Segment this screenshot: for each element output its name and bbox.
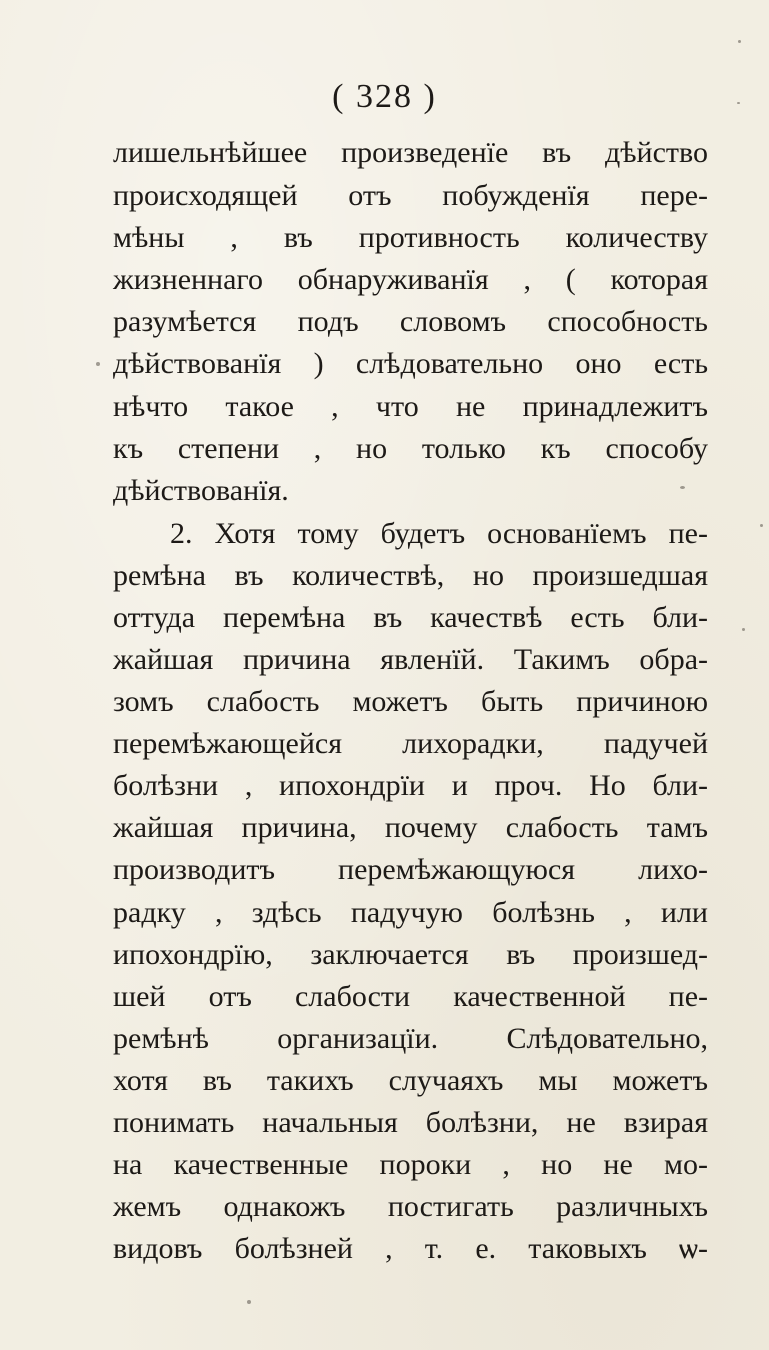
text-line: къ степени , но только къ способу [113,432,708,465]
text-line: хотя въ такихъ случаяхъ мы можетъ [113,1064,708,1097]
text-line: 2. Хотя тому будетъ основанїемъ пе- [170,517,708,550]
text-line: видовъ болѣзней , т. е. таковыхъ ѡ- [113,1232,708,1265]
paper-speck [680,486,685,489]
text-line: шей отъ слабости качественной пе- [113,980,708,1013]
text-line: ремѣна въ количествѣ, но произшедшая [113,559,708,592]
paper-speck [96,362,100,366]
text-line: радку , здѣсь падучую болѣзнь , или [113,896,708,929]
paper-speck [737,102,740,104]
text-line: ипохондрїю, заключается въ произшед- [113,938,708,971]
paper-speck [247,1300,251,1304]
text-line: нѣчто такое , что не принадлежитъ [113,390,708,423]
text-line: производитъ перемѣжающуюся лихо- [113,853,708,886]
text-line: жайшая причина явленїй. Такимъ обра- [113,643,708,676]
text-line: дѣйствованїя. [113,474,289,507]
text-line: оттуда перемѣна въ качествѣ есть бли- [113,601,708,634]
paper-speck [738,40,741,43]
text-line: перемѣжающейся лихорадки, падучей [113,727,708,760]
paper-speck [742,628,745,631]
text-line: на качественные пороки , но не мо- [113,1148,708,1181]
text-line: происходящей отъ побужденїя пере- [113,179,708,212]
page-number: ( 328 ) [332,78,437,115]
text-line: жайшая причина, почему слабость тамъ [113,811,708,844]
text-line: понимать начальныя болѣзни, не взирая [113,1106,708,1139]
text-line: дѣйствованїя ) слѣдовательно оно есть [113,347,708,380]
text-line: ремѣнѣ организацїи. Слѣдовательно, [113,1022,708,1055]
text-line: разумѣется подъ словомъ способность [113,305,708,338]
paper-speck [760,524,763,527]
text-line: жизненнаго обнаруживанїя , ( которая [113,263,708,296]
text-line: лишельнѣйшее произведенїе въ дѣйство [113,136,708,169]
text-line: мѣны , въ противность количеству [113,221,708,254]
text-line: жемъ однакожъ постигать различныхъ [113,1190,708,1223]
text-line: болѣзни , ипохондрїи и проч. Но бли- [113,769,708,802]
text-line: зомъ слабость можетъ быть причиною [113,685,708,718]
